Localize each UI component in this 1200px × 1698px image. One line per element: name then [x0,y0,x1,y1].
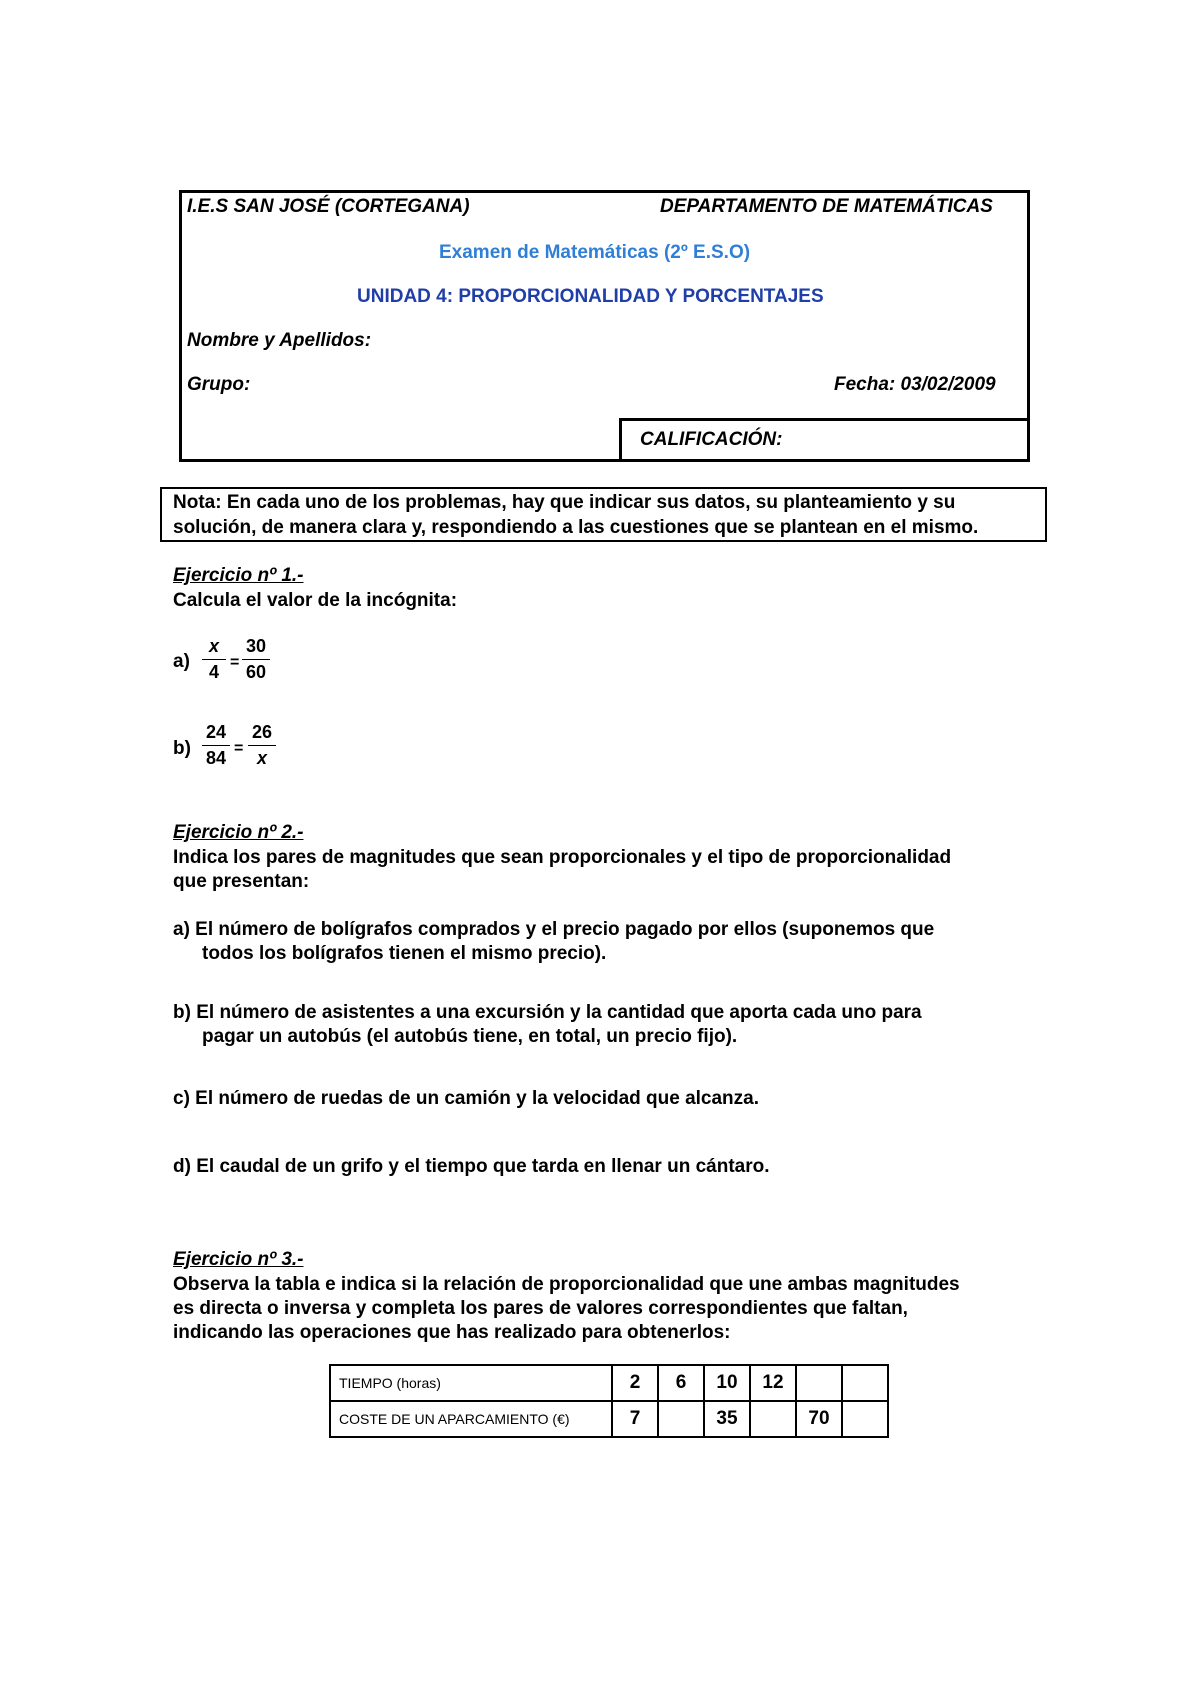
ex1-b-denominator-right: x [256,748,267,768]
ex2-item-a-line-1: a) El número de bolígrafos comprados y el precio pagado por ellos (suponemos que [173,919,935,940]
unit-title: UNIDAD 4: PROPORCIONALIDAD Y PORCENTAJES [357,286,824,307]
exercise-1-prompt: Calcula el valor de la incógnita: [173,590,458,611]
exercise-1-title: Ejercicio nº 1.- [173,565,304,586]
table-cell: 35 [704,1401,750,1437]
exercise-3-line-3: indicando las operaciones que has realizado para obtenerlos: [173,1322,731,1343]
ex2-item-b-line-2: pagar un autobús (el autobús tiene, en total, un precio fijo). [202,1026,738,1047]
ex1-b-denominator-left: 84 [205,748,227,768]
table-cell [796,1365,842,1401]
note-line-2: solución, de manera clara y, respondiendo a las cuestiones que se plantean en el mismo. [173,517,979,538]
exercise-3-line-2: es directa o inversa y completa los pares de valores correspondientes que faltan, [173,1298,908,1319]
ex1-a-fraction-right [242,636,270,683]
ex1-b-fraction-right [248,722,276,769]
exercise-2-title: Ejercicio nº 2.- [173,822,304,843]
note-line-1: Nota: En cada uno de los problemas, hay que indicar sus datos, su planteamiento y su [173,492,956,513]
table-cell: 12 [750,1365,796,1401]
name-label: Nombre y Apellidos: [187,330,372,351]
school-name: I.E.S SAN JOSÉ (CORTEGANA) [187,196,470,217]
ex1-a-label: a) [173,651,190,672]
ex1-b-numerator-right: 26 [251,722,273,742]
table-row [330,1365,888,1401]
exercise-2-prompt-2: que presentan: [173,871,310,892]
exam-title: Examen de Matemáticas (2º E.S.O) [439,242,751,263]
table-cell: 70 [796,1401,842,1437]
table-cell [658,1401,704,1437]
ex1-b-fraction-left [202,722,230,769]
exercise-2-prompt-1: Indica los pares de magnitudes que sean proporcionales y el tipo de proporcionalidad [173,847,952,868]
table-cell: 6 [658,1365,704,1401]
ex1-a-equals: = [230,654,240,671]
table-cell [750,1401,796,1437]
table-cell: 7 [612,1401,658,1437]
ex1-a-denominator-left: 4 [208,662,219,682]
ex2-item-d: d) El caudal de un grifo y el tiempo que tarda en llenar un cántaro. [173,1156,770,1177]
table-row-label: COSTE DE UN APARCAMIENTO (€) [330,1401,612,1437]
group-label: Grupo: [187,374,251,395]
date-label: Fecha: 03/02/2009 [834,374,996,395]
table-row [330,1401,888,1437]
department-name: DEPARTAMENTO DE MATEMÁTICAS [660,196,993,217]
ex1-a-fraction-left [202,636,226,683]
table-cell [842,1365,888,1401]
table-row-label: TIEMPO (horas) [330,1365,612,1401]
exercise-3-line-1: Observa la tabla e indica si la relación de proporcionalidad que une ambas magnitudes [173,1274,960,1295]
proportionality-table [329,1364,889,1438]
ex1-b-numerator-left: 24 [205,722,227,742]
ex1-b-equals: = [234,740,244,757]
table-cell: 2 [612,1365,658,1401]
exercise-3-title: Ejercicio nº 3.- [173,1249,304,1270]
ex2-item-b-line-1: b) El número de asistentes a una excursión y la cantidad que aporta cada uno para [173,1002,922,1023]
table-cell [842,1401,888,1437]
grade-label: CALIFICACIÓN: [640,429,783,450]
ex2-item-a-line-2: todos los bolígrafos tienen el mismo precio). [202,943,607,964]
table-cell: 10 [704,1365,750,1401]
ex1-a-denominator-right: 60 [245,662,267,682]
ex2-item-c: c) El número de ruedas de un camión y la velocidad que alcanza. [173,1088,760,1109]
ex1-a-numerator-right: 30 [245,636,267,656]
ex1-a-numerator-left: x [208,636,219,656]
ex1-b-label: b) [173,738,191,759]
